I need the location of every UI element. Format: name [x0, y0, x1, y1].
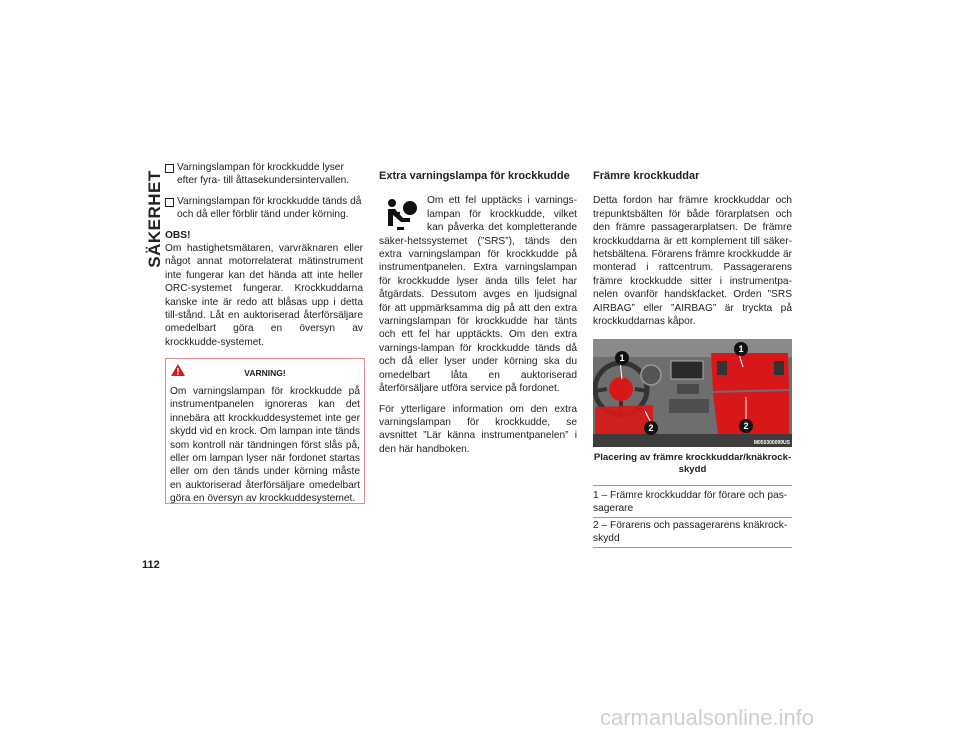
column-right — [593, 170, 792, 335]
legend-item: 1 – Främre krockkuddar för förare och pas-sagerare — [593, 485, 792, 518]
legend-item: 2 – Förarens och passagerarens knäkrock-skydd — [593, 518, 792, 548]
section-tab-label: SÄKERHET — [144, 170, 164, 268]
watermark: carmanualsonline.info — [600, 705, 815, 730]
callout-2: 2 — [739, 419, 753, 433]
section-heading: Extra varningslampa för krockkudde — [379, 170, 570, 182]
callout-1: 1 — [615, 351, 629, 365]
section-tab — [139, 170, 164, 268]
bullet-text: Varningslampan för krockkudde lyser efter fyra- till åttasekundersintervallen. — [177, 162, 350, 187]
page-number: 112 — [142, 559, 160, 571]
list-item — [165, 195, 363, 222]
airbag-warning-icon — [383, 196, 419, 232]
checkbox-bullet-icon — [165, 164, 174, 173]
column-middle — [379, 170, 577, 463]
list-item — [165, 161, 363, 188]
callout-2: 2 — [644, 421, 658, 435]
body-paragraph: För ytterligare information om den extra varningslampan för krockkudde, se avsnittet ”Lär känna instrumentpanelen” i den här handboken. — [379, 403, 577, 455]
warning-title: VARNING! — [244, 368, 286, 378]
bullet-text: Varningslampan för krockkudde tänds då och då eller förblir tänd under körning. — [177, 195, 362, 221]
image-caption: Placering av främre krockkuddar/knäkrock-skydd — [593, 452, 792, 475]
checkbox-bullet-icon — [165, 198, 174, 207]
warning-box — [165, 358, 365, 504]
section-heading: Främre krockkuddar — [593, 170, 700, 182]
note-text: Om hastighetsmätaren, varvräknaren eller något annat motorrelaterat mätinstrument inte fungerar kan det hända att inte heller ORC-systemet fungerar. Krockkuddarna kanske inte är redo att blåsas upp i detta till-stånd. Låt en auktoriserad återförsäljare omedelbart göra en översyn av krockkudde-systemet. — [165, 243, 363, 348]
body-paragraph: Detta fordon har främre krockkuddar och trepunktsbälten för både förarplatsen och den främre passagerarplatsen. De främre krockkuddarna är ett komplement till säker-hetsbältena. Förarens främre krockkudde är monterad i rattcentrum. Passagerarens främre krockkudde sitter i instrumentpa-nelen ovanför handskfacket. Orden ”SRS AIRBAG” eller ”AIRBAG” är tryckta på krockkuddarnas kåpor. — [593, 195, 792, 328]
callout-1: 1 — [734, 342, 748, 356]
column-left — [165, 161, 363, 356]
note-label: OBS! — [165, 229, 191, 241]
warning-text: Om varningslampan för krockkudde på instrumentpanelen ignoreras kan det innebära att krockkuddesystemet inte ger skydd vid en krock. Om lampan inte tänds som kontroll när tändningen först slås på, eller om lampan lyser när fordonet startas eller om den tänds under körning måste en auktoriserad återförsäljare omedelbart göra en översyn av krockkuddesystemet. — [170, 386, 360, 505]
image-code: M050300099US — [753, 440, 790, 446]
body-paragraph: Om ett fel upptäcks i varnings-lampan för krockkudde, vilket kan påverka det kompletterande säker-hetssystemet (”SRS”), tänds den extra varningslampan för krockkudde på instrumentpanelen. Extra varningslampan för krockkudde lyser ända tills felet har åtgärdats. Dessutom avges en ljudsignal för att uppmärksamma dig på att den extra varningslampan för krockkudde har tänts och ett fel har upptäckts. Om den extra varnings-lampan för krockkudde tänds då och då eller lyser under körning ska du omedelbart låta en auktoriserad återförsäljare utföra service på fordonet. — [379, 195, 577, 395]
image-legend — [593, 485, 792, 548]
dashboard-airbag-image — [593, 339, 792, 447]
